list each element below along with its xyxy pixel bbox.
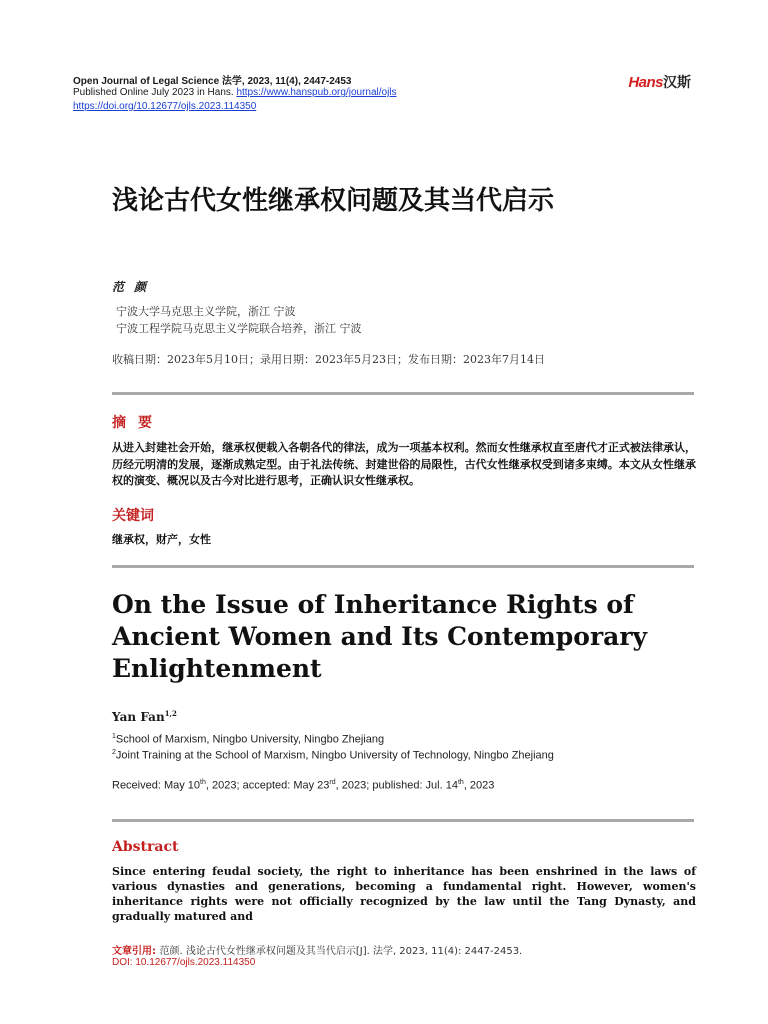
citation-label: 文章引用: xyxy=(112,946,160,957)
section-divider xyxy=(112,392,694,395)
citation-line xyxy=(112,942,522,957)
en-affiliation-2 xyxy=(112,749,554,762)
aff1-superscript: 1 xyxy=(112,733,116,740)
received-date: Received: May 10 xyxy=(112,779,201,792)
cn-paper-title: 浅论古代女性继承权问题及其当代启示 xyxy=(112,186,555,216)
cn-affiliation-1: 宁波大学马克思主义学院，浙江 宁波 xyxy=(116,305,296,318)
en-paper-title: On the Issue of Inheritance Rights of Ancient Women and Its Contemporary Enlightenment xyxy=(112,590,648,683)
cn-author: 范颜 xyxy=(112,280,157,294)
en-dates xyxy=(112,779,494,792)
published-online-line xyxy=(73,87,397,98)
section-divider xyxy=(112,565,694,568)
logo-text-en: Hans xyxy=(628,74,663,91)
accepted-sup: rd xyxy=(329,779,336,786)
en-affiliation-1-text: School of Marxism, Ningbo University, Ningbo Zhejiang xyxy=(115,733,385,746)
citation-text: 范颜. 浅论古代女性继承权问题及其当代启示[J]. 法学, 2023, 11(4): 2447-2453. xyxy=(159,946,523,957)
received-sup: th xyxy=(200,779,206,786)
cn-abstract-heading: 摘要 xyxy=(112,415,164,431)
en-affiliation-1 xyxy=(112,733,384,746)
en-author xyxy=(112,709,177,724)
logo-text-cn: 汉斯 xyxy=(663,75,691,91)
journal-url-link[interactable]: https://www.hanspub.org/journal/ojls xyxy=(236,87,397,98)
doi-line xyxy=(73,101,256,112)
aff2-superscript: 2 xyxy=(112,749,116,756)
published-sup: th xyxy=(457,779,464,786)
cn-dates: 收稿日期：2023年5月10日；录用日期：2023年5月23日；发布日期：2023年7月14日 xyxy=(112,353,545,366)
published-text: Published Online July 2023 in Hans. xyxy=(73,87,237,98)
en-author-name: Yan Fan xyxy=(112,710,165,724)
doi-url-link[interactable]: https://doi.org/10.12677/ojls.2023.114350 xyxy=(73,101,257,112)
en-abstract-heading: Abstract xyxy=(112,839,179,855)
hans-logo xyxy=(628,72,691,92)
accepted-date: , 2023; accepted: May 23 xyxy=(205,779,330,792)
author-superscript: 1,2 xyxy=(164,709,177,718)
published-date: , 2023; published: Jul. 14 xyxy=(335,779,458,792)
cn-keywords-body: 继承权，财产，女性 xyxy=(112,533,211,546)
en-affiliation-2-text: Joint Training at the School of Marxism, Ningbo University of Technology, Ningbo Zhejiang xyxy=(115,749,554,762)
cn-affiliation-2: 宁波工程学院马克思主义学院联合培养，浙江 宁波 xyxy=(116,322,362,335)
cn-keywords-heading: 关键词 xyxy=(112,508,154,524)
section-divider xyxy=(112,819,694,822)
journal-citation-line: Open Journal of Legal Science 法学, 2023, 11(4), 2447-2453 xyxy=(73,76,352,87)
cn-abstract-body: 从进入封建社会开始，继承权便载入各朝各代的律法，成为一项基本权利。然而女性继承权直至唐代才正式被法律承认，历经元明清的发展，逐渐成熟定型。由于礼法传统、封建世俗的局限性，古代女性继承权受到诸多束缚。本文从女性继承权的演变、概况以及古今对比进行思考，正确认识女性继承权。 xyxy=(112,441,696,487)
citation-doi[interactable]: DOI: 10.12677/ojls.2023.114350 xyxy=(112,957,256,968)
dates-end: , 2023 xyxy=(463,779,495,792)
en-abstract-body: Since entering feudal society, the right to inheritance has been enshrined in the laws of various dynasties and generations, becoming a fundamental right. However, women's inheritance rights were not officially recognized by the law until the Tang Dynasty, and gradually matured and xyxy=(112,865,696,923)
